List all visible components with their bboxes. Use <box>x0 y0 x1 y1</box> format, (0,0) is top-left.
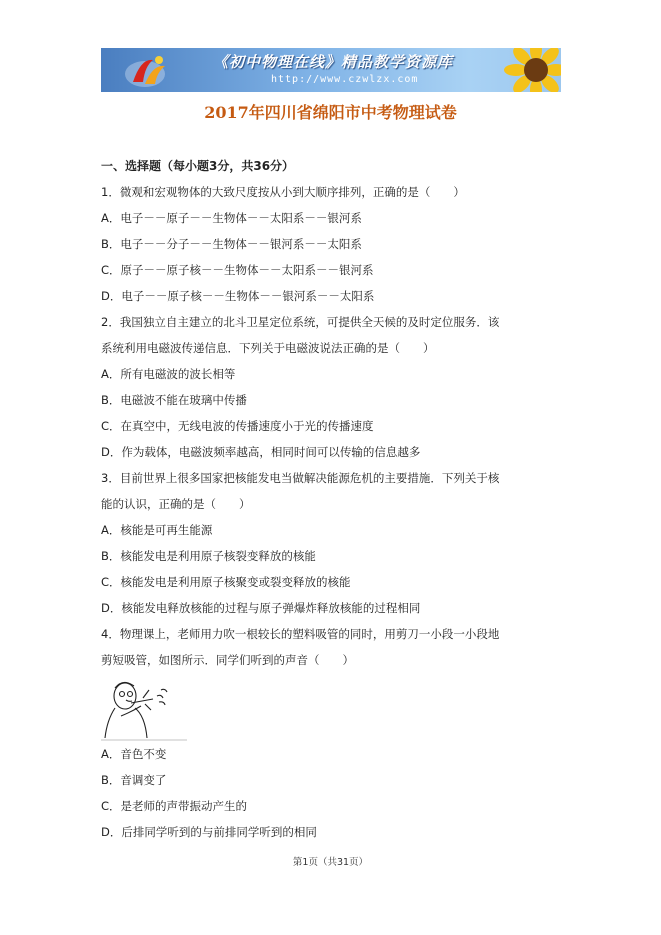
q1-option-b: B．电子－－分子－－生物体－－银河系－－太阳系 <box>101 237 362 251</box>
q1-option-a: A．电子－－原子－－生物体－－太阳系－－银河系 <box>101 211 362 225</box>
teacher-straw-figure <box>101 676 187 742</box>
exam-title: 2017年四川省绵阳市中考物理试卷 <box>204 103 457 122</box>
q1-option-d: D．电子－－原子核－－生物体－－银河系－－太阳系 <box>101 289 375 303</box>
q2-option-d: D．作为载体，电磁波频率越高，相同时间可以传输的信息越多 <box>101 445 421 459</box>
q4-option-d: D．后排同学听到的与前排同学听到的相同 <box>101 825 317 839</box>
q4-option-c: C．是老师的声带振动产生的 <box>101 799 248 813</box>
q2-option-c: C．在真空中，无线电波的传播速度小于光的传播速度 <box>101 419 374 433</box>
logo-icon <box>123 52 173 90</box>
question-2-line-2: 系统利用电磁波传递信息．下列关于电磁波说法正确的是（ ） <box>101 341 435 355</box>
question-1: 1．微观和宏观物体的大致尺度按从小到大顺序排列，正确的是（ ） <box>101 185 465 199</box>
question-4-line-1: 4．物理课上，老师用力吹一根较长的塑料吸管的同时，用剪刀一小段一小段地 <box>101 627 500 641</box>
question-3-line-1: 3．目前世界上很多国家把核能发电当做解决能源危机的主要措施．下列关于核 <box>101 471 500 485</box>
header-banner <box>101 48 561 92</box>
section-heading: 一、选择题（每小题3分，共36分） <box>101 159 295 173</box>
q3-option-c: C．核能发电是利用原子核聚变或裂变释放的核能 <box>101 575 351 589</box>
q4-option-a: A．音色不变 <box>101 747 167 761</box>
banner-url: http://www.czwlzx.com <box>271 74 419 85</box>
q3-option-a: A．核能是可再生能源 <box>101 523 213 537</box>
q2-option-a: A．所有电磁波的波长相等 <box>101 367 236 381</box>
page-footer: 第1页（共31页） <box>292 857 369 868</box>
question-3-line-2: 能的认识，正确的是（ ） <box>101 497 251 511</box>
q1-option-c: C．原子－－原子核－－生物体－－太阳系－－银河系 <box>101 263 374 277</box>
question-2-line-1: 2．我国独立自主建立的北斗卫星定位系统，可提供全天候的及时定位服务．该 <box>101 315 500 329</box>
q4-option-b: B．音调变了 <box>101 773 167 787</box>
q3-option-b: B．核能发电是利用原子核裂变释放的核能 <box>101 549 316 563</box>
sunflower-icon <box>501 48 561 92</box>
q3-option-d: D．核能发电释放核能的过程与原子弹爆炸释放核能的过程相同 <box>101 601 421 615</box>
q2-option-b: B．电磁波不能在玻璃中传播 <box>101 393 247 407</box>
question-4-line-2: 剪短吸管，如图所示．同学们听到的声音（ ） <box>101 653 354 667</box>
banner-title: 《初中物理在线》精品教学资源库 <box>213 53 454 71</box>
